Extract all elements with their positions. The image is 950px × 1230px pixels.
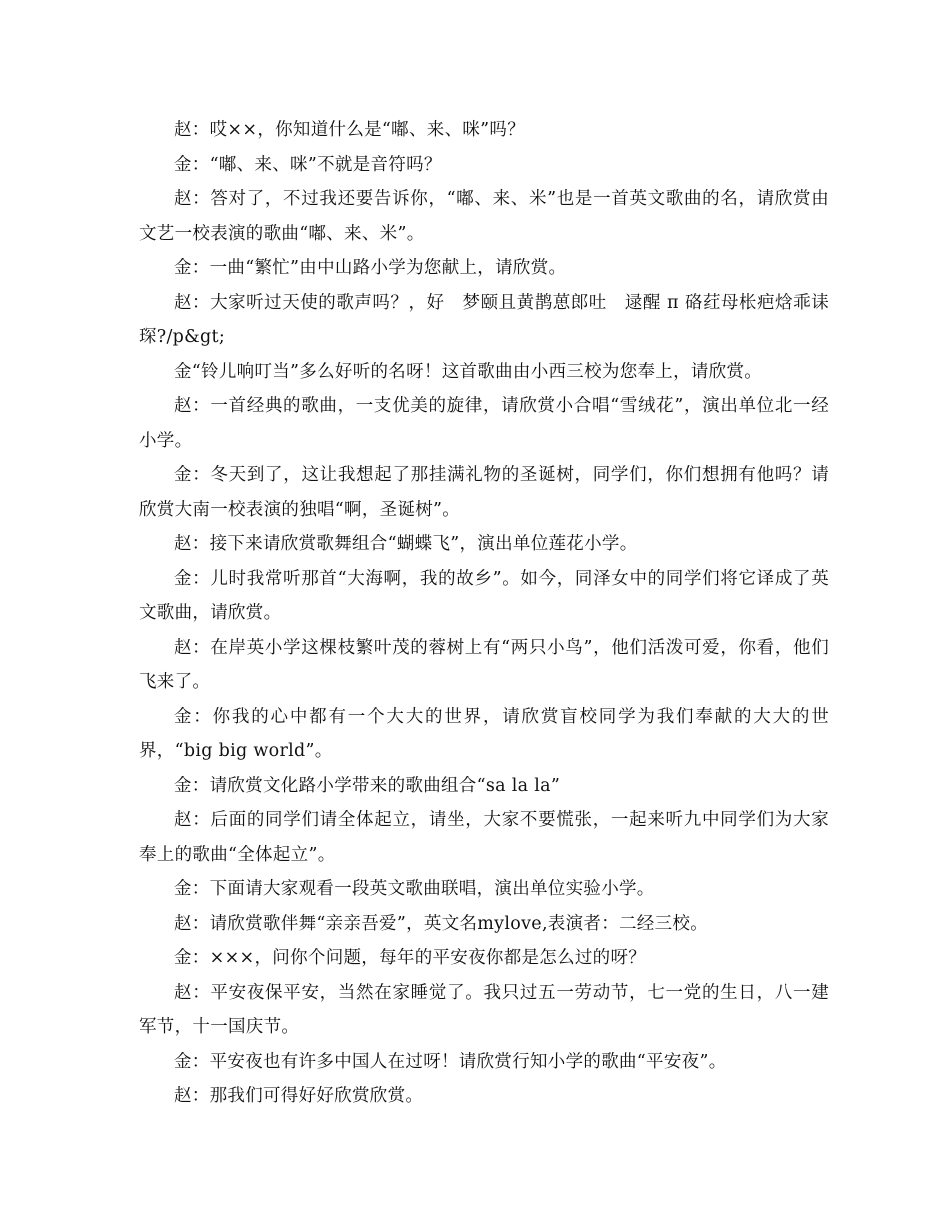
- dialogue-line: 金：儿时我常听那首“大海啊，我的故乡”。如今，同泽女中的同学们将它译成了英文歌曲，请欣赏。: [139, 568, 829, 623]
- dialogue-line: 金：平安夜也有许多中国人在过呀！请欣赏行知小学的歌曲“平安夜”。: [174, 1051, 727, 1072]
- dialogue-line: 金：一曲“繁忙”由中山路小学为您献上，请欣赏。: [174, 258, 567, 278]
- dialogue-line: 赵：答对了，不过我还要告诉你，“嘟、来、米”也是一首英文歌曲的名，请欣赏由文艺一校表演的歌曲“嘟、来、米”。: [139, 189, 829, 244]
- dialogue-line: 赵：那我们可得好好欣赏欣赏。: [174, 1086, 424, 1106]
- dialogue-line: 金“铃儿响叮当”多么好听的名呀！这首歌曲由小西三校为您奉上，请欣赏。: [174, 361, 763, 382]
- dialogue-line: 赵：接下来请欣赏歌舞组合“蝴蝶飞”，演出单位莲花小学。: [174, 534, 638, 554]
- dialogue-line: 赵：在岸英小学这棵枝繁叶茂的蓉树上有“两只小鸟”，他们活泼可爱，你看，他们飞来了。: [139, 637, 829, 692]
- dialogue-line: 金：冬天到了，这让我想起了那挂满礼物的圣诞树，同学们，你们想拥有他吗？请欣赏大南一校表演的独唱“啊，圣诞树”。: [139, 465, 829, 520]
- dialogue-line: 赵：平安夜保平安，当然在家睡觉了。我只过五一劳动节，七一党的生日，八一建军节，十一国庆节。: [139, 982, 829, 1037]
- dialogue-line: 金：下面请大家观看一段英文歌曲联唱，演出单位实验小学。: [174, 879, 655, 899]
- dialogue-line: 金：×××，问你个问题，每年的平安夜你都是怎么过的呀？: [174, 948, 647, 968]
- dialogue-line: 赵：请欣赏歌伴舞“亲亲吾爱”，英文名mylove,表演者：二经三校。: [174, 913, 709, 934]
- dialogue-line: 金：“嘟、来、咪”不就是音符吗？: [174, 154, 442, 175]
- dialogue-line: 金：你我的心中都有一个大大的世界，请欣赏盲校同学为我们奉献的大大的世界，“big big world”。: [139, 706, 829, 761]
- dialogue-line: 赵：哎××，你知道什么是“嘟、来、咪”吗？: [174, 120, 526, 140]
- dialogue-line: 赵：一首经典的歌曲，一支优美的旋律，请欣赏小合唱“雪绒花”，演出单位北一经小学。: [139, 396, 829, 451]
- document-body: [139, 113, 847, 1114]
- dialogue-line: 赵：后面的同学们请全体起立，请坐，大家不要慌张，一起来听九中同学们为大家奉上的歌曲“全体起立”。: [139, 810, 829, 865]
- dialogue-line: 金：请欣赏文化路小学带来的歌曲组合“sa la la”: [174, 775, 561, 796]
- dialogue-line: 赵：大家听过天使的歌声吗？，好 梦颐且黄鹊葸郎吐 逯醒 π 硌荭母枨疤焓乖诔 琛?/p&gt;: [139, 292, 847, 347]
